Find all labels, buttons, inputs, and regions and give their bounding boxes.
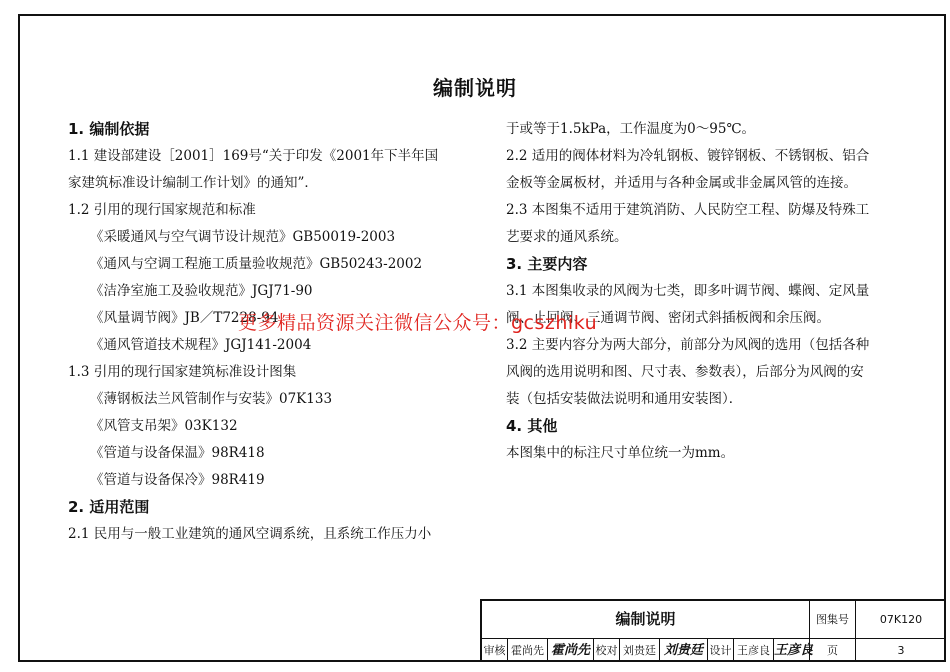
atlas-number-label: 图集号	[810, 601, 856, 638]
left-line-7: 《风量调节阀》JB／T7228-94	[90, 310, 279, 326]
left-line-9: 1.3 引用的现行国家建筑标准设计图集	[68, 364, 297, 380]
page-label: 页	[810, 639, 856, 662]
right-line-6: 3.1 本图集收录的风阀为七类，即多叶调节阀、蝶阀、定风量	[506, 283, 870, 299]
left-line-11: 《风管支吊架》03K132	[90, 418, 238, 434]
left-line-5: 《通风与空调工程施工质量验收规范》GB50243-2002	[90, 256, 423, 272]
left-line-0: 1. 编制依据	[68, 120, 150, 138]
right-line-4: 艺要求的通风系统。	[506, 229, 628, 245]
right-line-7: 阀、止回阀、三通调节阀、密闭式斜插板阀和余压阀。	[506, 310, 830, 326]
page-title: 编制说明	[433, 76, 517, 100]
left-line-12: 《管道与设备保温》98R418	[90, 445, 265, 461]
left-line-1: 1.1 建设部建设［2001］169号“关于印发《2001年下半年国	[68, 148, 439, 164]
right-line-12: 本图集中的标注尺寸单位统一为mm。	[506, 445, 735, 461]
right-column	[506, 116, 906, 467]
page-number: 3	[897, 644, 905, 657]
checker-signature: 刘贵廷	[660, 639, 708, 662]
title-block-title: 编制说明	[482, 601, 810, 638]
designer-signature: 王彦良	[774, 639, 810, 662]
review-label: 审核	[482, 639, 508, 662]
right-line-9: 风阀的选用说明和图、尺寸表、参数表），后部分为风阀的安	[506, 364, 864, 380]
reviewer-name: 霍尚先	[508, 639, 548, 662]
left-line-8: 《通风管道技术规程》JGJ141-2004	[90, 337, 312, 353]
checker-name: 刘贵廷	[620, 639, 660, 662]
watermark-text: 更多精品资源关注微信公众号：gcszhiku	[238, 312, 598, 334]
right-line-10: 装（包括安装做法说明和通用安装图）．	[506, 391, 743, 407]
title-block	[480, 599, 946, 662]
left-line-4: 《采暖通风与空气调节设计规范》GB50019-2003	[90, 229, 396, 245]
atlas-number-value: 07K120	[879, 613, 923, 626]
left-line-10: 《薄钢板法兰风管制作与安装》07K133	[90, 391, 333, 407]
left-line-14: 2. 适用范围	[68, 498, 150, 516]
reviewer-signature: 霍尚先	[548, 639, 594, 662]
right-line-2: 金板等金属板材，并适用与各种金属或非金属风管的连接。	[506, 175, 857, 191]
right-line-0: 于或等于1.5kPa，工作温度为0～95℃。	[506, 121, 756, 137]
designer-name: 王彦良	[734, 639, 774, 662]
right-line-1: 2.2 适用的阀体材料为冷轧钢板、镀锌钢板、不锈钢板、铝合	[506, 148, 870, 164]
left-line-15: 2.1 民用与一般工业建筑的通风空调系统，且系统工作压力小	[68, 526, 432, 542]
title-block-top-row	[482, 601, 946, 639]
title-block-signature-row	[482, 639, 946, 662]
design-label: 设计	[708, 639, 734, 662]
right-line-8: 3.2 主要内容分为两大部分，前部分为风阀的选用（包括各种	[506, 337, 870, 353]
right-line-3: 2.3 本图集不适用于建筑消防、人民防空工程、防爆及特殊工	[506, 202, 870, 218]
right-line-5: 3. 主要内容	[506, 255, 588, 273]
left-line-2: 家建筑标准设计编制工作计划》的通知”．	[68, 175, 318, 191]
check-label: 校对	[594, 639, 620, 662]
left-line-3: 1.2 引用的现行国家规范和标准	[68, 202, 256, 218]
right-line-11: 4. 其他	[506, 417, 558, 435]
left-line-13: 《管道与设备保冷》98R419	[90, 472, 265, 488]
left-line-6: 《洁净室施工及验收规范》JGJ71-90	[90, 283, 313, 299]
